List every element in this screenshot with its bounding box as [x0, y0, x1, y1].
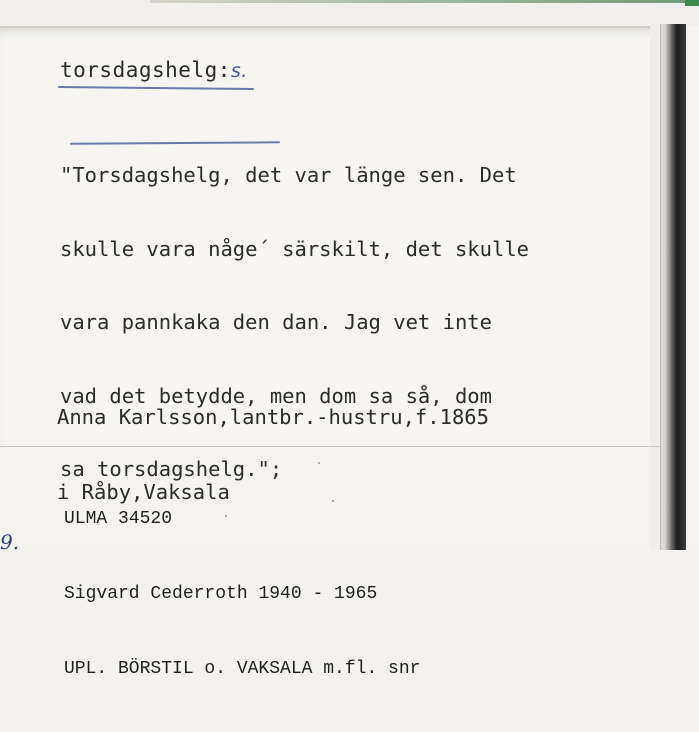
- scan-top-margin: [0, 0, 699, 26]
- card-right-border: [650, 24, 661, 550]
- headword: [60, 58, 248, 82]
- quote-line: sa torsdagshelg.";: [60, 457, 283, 481]
- location: UPL. BÖRSTIL o. VAKSALA m.fl. snr: [64, 659, 421, 679]
- collector: Sigvard Cederroth 1940 - 1965: [64, 584, 378, 604]
- page-number: 9.: [0, 530, 20, 554]
- quote-line: vad det betydde, men dom sa så, dom: [60, 383, 492, 408]
- quote-line: "Torsdagshelg, det var länge sen. Det: [60, 163, 517, 187]
- scan-top-edge: [150, 0, 699, 3]
- headword-text: torsdagshelg:: [60, 58, 231, 82]
- scan-corner-mark: [685, 0, 699, 6]
- headword-handwritten-suffix: s.: [230, 60, 248, 82]
- archive-id: ULMA 34520: [64, 509, 173, 529]
- scan-speck: [318, 462, 320, 464]
- quote-line: skulle vara någe´ särskilt, det skulle: [60, 236, 529, 261]
- quote-line: vara pannkaka den dan. Jag vet inte: [60, 310, 492, 334]
- scan-speck: [332, 500, 334, 502]
- card-divider: [0, 446, 660, 447]
- archive-footer: [64, 457, 420, 732]
- informant-line: i Råby,Vaksala: [57, 480, 230, 504]
- informant-line: Anna Karlsson,lantbr.-hustru,f.1865: [57, 405, 489, 429]
- scan-speck: [225, 515, 227, 517]
